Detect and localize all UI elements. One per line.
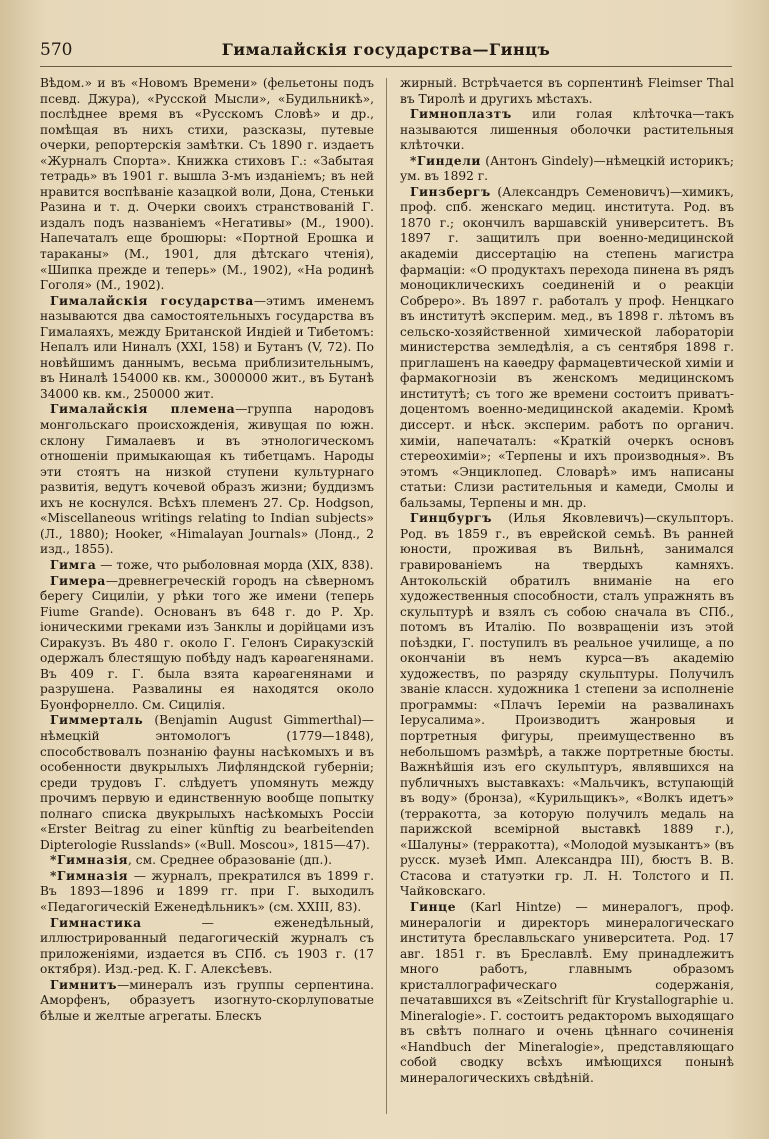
entry-text: —этимъ именемъ называются два самостоятельныхъ государства въ Гималаяхъ, между Британской Индіей и Тибетомъ: Непалъ или Ниналъ (XXI, 158) и Бутанъ (V, 72). По новѣйшимъ даннымъ, весьма приблизительнымъ, въ Ниналѣ 154000 кв. км., 3000000 жит., въ Бутанѣ 34000 кв. км., 250000 жит. xyxy=(40,293,374,401)
dictionary-entry xyxy=(40,76,374,294)
entry-headword: Гимнитъ xyxy=(50,977,118,992)
dictionary-entry xyxy=(400,511,734,900)
entry-headword: Гималайскія племена xyxy=(50,402,236,417)
entry-headword: Гиммерталь xyxy=(50,713,144,728)
entry-text: , см. Среднее образованіе (дп.). xyxy=(128,853,332,868)
dictionary-entry xyxy=(400,76,734,107)
dictionary-entry xyxy=(40,402,374,557)
entry-headword: Гимноплазтъ xyxy=(410,107,512,122)
page-header xyxy=(40,40,732,66)
dictionary-entry xyxy=(40,713,374,853)
entry-text: Вѣдом.» и въ «Новомъ Времени» (фельетоны подъ псевд. Джура), «Русской Мысли», «Будильникѣ», послѣднее время въ «Русскомъ Словѣ» и др., помѣщая въ нихъ стихи, разсказы, путевые очерки, репортерскія замѣтки. Съ 1890 г. издаетъ «Журналъ Спорта». Книжка стиховъ Г.: «Забытая тетрадь» въ 1901 г. вышла 3-мъ изданіемъ; въ ней нравится воспѣваніе казацкой воли, Дона, Стеньки Разина и т. д. Очерки своихъ странствованій Г. издалъ подъ названіемъ «Негативы» (М., 1900). Напечаталъ еще брошюры: «Портной Ерошка и тараканы» (М., 1901, для дѣтскаго чтенія), «Шипка прежде и теперь» (М., 1902), «На родинѣ Гоголя» (М., 1902). xyxy=(40,76,374,293)
entry-text: —древнегреческій городъ на сѣверномъ берегу Сициліи, у рѣки того же имени (теперь Fiume Grande). Основанъ въ 648 г. до Р. Хр. іоническими греками изъ Занклы и дорійцами изъ Сиракузъ. Въ 480 г. около Г. Гелонъ Сиракузскій одержалъ блестящую побѣду надъ карѳагенянами. Въ 409 г. Г. была взята карѳагенянами и разрушена. Развалины ея находятся около Буонфорнелло. См. Сицилія. xyxy=(40,573,374,712)
entry-headword: Гинзбергъ xyxy=(410,184,491,199)
entry-headword: *Гимназія xyxy=(50,868,129,883)
entry-headword: Гималайскія государства xyxy=(50,293,254,308)
entry-headword: Гинце xyxy=(410,899,457,914)
entry-text: жирный. Встрѣчается въ сорпентинѣ Fleimser Thal въ Тиролѣ и другихъ мѣстахъ. xyxy=(400,76,734,106)
entry-headword: *Гимназія xyxy=(50,853,129,868)
dictionary-entry xyxy=(40,574,374,714)
entry-text: — журналъ, прекратился въ 1899 г. Въ 1893—1896 и 1899 гг. при Г. выходилъ «Педагогическій Еженедѣльникъ» (см. XXIII, 83). xyxy=(40,868,374,914)
entry-text: —минералъ изъ группы серпентина. Аморфенъ, образуетъ изогнуто-скорлуповатые бѣлые и желтые агрегаты. Блескъ xyxy=(40,977,374,1023)
dictionary-entry xyxy=(400,154,734,185)
entry-text: (Александръ Семеновичъ)—химикъ, проф. спб. женскаго медиц. института. Род. въ 1870 г.; окончилъ варшавскій университетъ. Въ 1897 г. защитилъ при военно-медицинской академіи диссертацію на степень магистра фармаціи: «О продуктахъ перехода пинена въ рядъ моноциклическихъ соединеній и о реакціи Собрерo». Въ 1897 г. работалъ у проф. Ненцкаго въ институтѣ эксперим. мед., въ 1898 г. лѣтомъ въ сельско-хозяйственной химической лабораторіи министерства земледѣлія, а съ сентября 1898 г. приглашенъ на каѳедру фармацевтической химіи и фармакогнозіи въ женскомъ медицинскомъ институтѣ; съ того же времени состоитъ приватъ-доцентомъ военно-медицинской академіи. Кромѣ диссерт. и нѣск. эксперим. работъ по органич. химіи, напечаталъ: «Краткій очеркъ основъ стереохиміи»; «Терпены и ихъ производныя». Въ этомъ «Энциклопед. Словарѣ» имъ написаны статьи: Слизи растительныя и камеди, Смолы и бальзамы, Терпены и мн. др. xyxy=(400,184,734,510)
header-rule xyxy=(40,66,732,67)
entry-headword: Гинцбургъ xyxy=(410,511,493,526)
running-title: Гималайскія государства—Гинцъ xyxy=(221,40,551,59)
entry-text: — тоже, что рыболовная морда (XIX, 838). xyxy=(96,557,374,572)
dictionary-entry xyxy=(40,853,374,869)
entry-text: (Karl Hintze) — минералогъ, проф. минералогіи и директоръ минералогическаго института бреславльскаго университета. Род. 17 авг. 1851 г. въ Бреславлѣ. Ему принадлежитъ много работъ, главнымъ образомъ кристаллографическаго содержанія, печатавшихся въ «Zeitschrift für Krystallographie u. Mineralogie». Г. состоитъ редакторомъ выходящаго въ свѣтъ полнаго и очень цѣннаго сочиненія «Handbuch der Mineralogie», представляющаго собой сводку всѣхъ имѣющихся понынѣ минералогическихъ свѣдѣній. xyxy=(400,899,734,1085)
right-column xyxy=(400,76,734,1116)
dictionary-entry xyxy=(40,916,374,978)
entry-text: — еженедѣльный, иллюстрированный педагогическій журналъ съ приложеніями, издается въ СПб. съ 1903 г. (17 октября). Изд.-ред. К. Г. Алексѣевъ. xyxy=(40,915,374,977)
entry-text: —группа народовъ монгольскаго происхожденія, живущая по южн. склону Гималаевъ и въ этнологическомъ отношеніи примыкающая къ тибетцамъ. Народы эти стоятъ на низкой ступени культурнаго развитія, ведутъ кочевой образъ жизни; буддизмъ ихъ не коснулся. Всѣхъ племенъ 27. Ср. Hodgson, «Miscellaneous writings relating to Indian subjects» (Л., 1880); Hooker, «Himalayan Journals» (Лонд., 2 изд., 1855). xyxy=(40,402,374,557)
entry-text: (Benjamin August Gimmerthal)—нѣмецкій энтомологъ (1779—1848), способствовалъ познанію фауны насѣкомыхъ и въ особенности двукрылыхъ Лифляндской губерніи; среди трудовъ Г. слѣдуетъ упомянуть между прочимъ первую и единственную вообще попытку полнаго списка двукрылыхъ насѣкомыхъ Россіи «Erster Beitrag zu einer künftig zu bearbeitenden Dipterologie Russlands» («Bull. Moscou», 1815—47). xyxy=(40,713,374,852)
dictionary-entry xyxy=(40,978,374,1025)
left-column xyxy=(40,76,374,1116)
dictionary-entry xyxy=(400,900,734,1087)
entry-headword: Гимера xyxy=(50,573,106,588)
entry-text: или голая клѣточка—такъ называются лишенныя оболочки растительныя клѣточки. xyxy=(400,107,734,153)
dictionary-entry xyxy=(40,869,374,916)
entry-headword: *Гиндели xyxy=(410,153,482,168)
entry-text: (Илья Яковлевичъ)—скульпторъ. Род. въ 1859 г., въ еврейской семьѣ. Въ ранней юности, проживая въ Вильнѣ, занимался гравированіемъ на твердыхъ камняхъ. Антокольскій обратилъ вниманіе на его художественныя способности, сталъ упражнять въ скульптурѣ и взялъ съ собою сначала въ СПб., потомъ въ Италію. По возвращеніи изъ этой поѣздки, Г. поступилъ въ реальное училище, а по окончаніи въ немъ курса—въ академію художествъ, по разряду скульптуры. Получилъ званіе классн. художника 1 степени за исполненіе программы: «Плачъ Іереміи на развалинахъ Іерусалима». Производитъ жанровыя и портретныя фигуры, преимущественно въ небольшомъ размѣрѣ, а также портретные бюсты. Важнѣйшія изъ его скульптуръ, являвшихся на публичныхъ выставкахъ: «Мальчикъ, вступающій въ воду» (бронза), «Курильщикъ», «Волкъ идетъ» (терракотта, за которую получилъ медаль на парижской всемірной выставкѣ 1889 г.), «Шалуны» (терракотта), «Молодой музыкантъ» (въ русск. музеѣ Имп. Александра III), бюстъ В. В. Стасова и статуэтки гр. Л. Н. Толстого и П. Чайковскаго. xyxy=(400,511,734,899)
dictionary-entry xyxy=(400,107,734,154)
entry-headword: Гимнастика xyxy=(50,915,142,930)
column-divider xyxy=(386,78,387,1114)
page-number: 570 xyxy=(40,40,73,60)
dictionary-entry xyxy=(40,294,374,403)
dictionary-entry xyxy=(40,558,374,574)
dictionary-entry xyxy=(400,185,734,511)
entry-headword: Гимга xyxy=(50,557,97,572)
entry-text: (Антонъ Gindely)—нѣмецкій историкъ; ум. въ 1892 г. xyxy=(400,153,734,184)
